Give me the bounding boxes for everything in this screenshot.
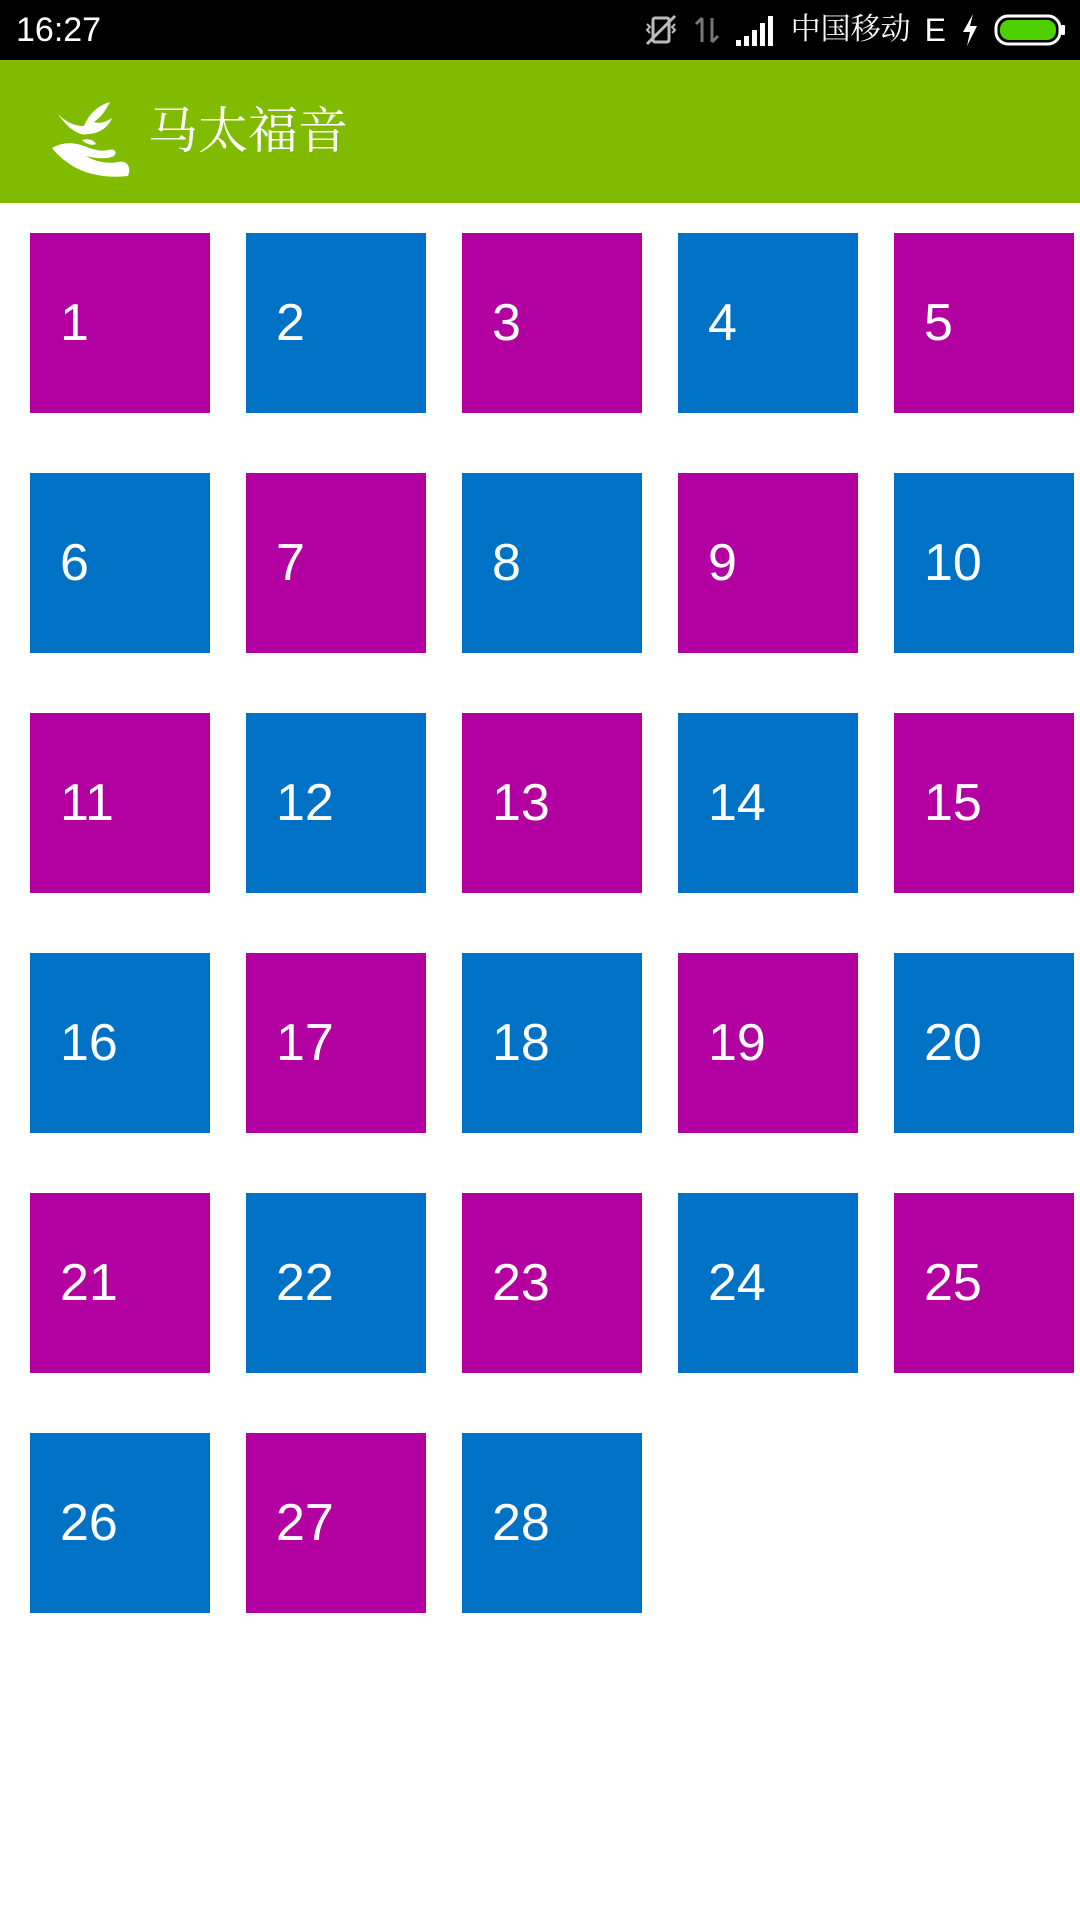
chapter-number: 3 <box>492 294 521 352</box>
chapter-tile-2[interactable] <box>246 233 426 413</box>
chapter-tile-22[interactable] <box>246 1193 426 1373</box>
chapter-number: 24 <box>708 1254 766 1312</box>
chapter-number: 11 <box>60 774 114 832</box>
chapter-tile-19[interactable] <box>678 953 858 1133</box>
chapter-number: 4 <box>708 294 737 352</box>
chapter-number: 9 <box>708 534 737 592</box>
status-bar <box>0 0 1080 60</box>
chapter-number: 27 <box>276 1494 334 1552</box>
chapter-tile-11[interactable] <box>30 713 210 893</box>
chapter-tile-23[interactable] <box>462 1193 642 1373</box>
chapter-tile-7[interactable] <box>246 473 426 653</box>
chapter-number: 22 <box>276 1254 334 1312</box>
chapter-tile-13[interactable] <box>462 713 642 893</box>
chapter-number: 14 <box>708 774 766 832</box>
chapter-number: 26 <box>60 1494 118 1552</box>
chapter-tile-27[interactable] <box>246 1433 426 1613</box>
dove-hand-icon[interactable] <box>48 92 134 178</box>
chapter-tile-6[interactable] <box>30 473 210 653</box>
data-transfer-icon <box>693 12 721 48</box>
chapter-tile-25[interactable] <box>894 1193 1074 1373</box>
status-time: 16:27 <box>16 11 102 49</box>
chapter-tile-1[interactable] <box>30 233 210 413</box>
chapter-number: 25 <box>924 1254 982 1312</box>
chapter-tile-14[interactable] <box>678 713 858 893</box>
chapter-tile-12[interactable] <box>246 713 426 893</box>
chapter-number: 23 <box>492 1254 550 1312</box>
signal-icon <box>735 14 777 46</box>
chapter-number: 6 <box>60 534 89 592</box>
chapter-number: 12 <box>276 774 334 832</box>
chapter-tile-16[interactable] <box>30 953 210 1133</box>
chapter-tile-20[interactable] <box>894 953 1074 1133</box>
chapter-tile-4[interactable] <box>678 233 858 413</box>
chapter-number: 17 <box>276 1014 334 1072</box>
chapter-tile-3[interactable] <box>462 233 642 413</box>
chapter-number: 5 <box>924 294 953 352</box>
chapter-number: 28 <box>492 1494 550 1552</box>
app-bar <box>0 60 1080 203</box>
chapter-tile-24[interactable] <box>678 1193 858 1373</box>
chapter-number: 18 <box>492 1014 550 1072</box>
chapter-number: 21 <box>60 1254 118 1312</box>
chapter-number: 15 <box>924 774 982 832</box>
chapter-number: 1 <box>60 294 89 352</box>
chapter-tile-18[interactable] <box>462 953 642 1133</box>
chapter-number: 13 <box>492 774 550 832</box>
vibrate-off-icon <box>643 12 679 48</box>
chapter-tile-17[interactable] <box>246 953 426 1133</box>
chapter-number: 10 <box>924 534 982 592</box>
chapter-number: 2 <box>276 294 305 352</box>
chapter-number: 19 <box>708 1014 766 1072</box>
chapter-tile-8[interactable] <box>462 473 642 653</box>
chapter-number: 8 <box>492 534 521 592</box>
status-icons <box>643 0 1066 60</box>
chapter-tile-5[interactable] <box>894 233 1074 413</box>
chapter-number: 16 <box>60 1014 118 1072</box>
chapter-tile-9[interactable] <box>678 473 858 653</box>
chapter-number: 7 <box>276 534 305 592</box>
chapter-tile-26[interactable] <box>30 1433 210 1613</box>
chapter-number: 20 <box>924 1014 982 1072</box>
chapter-tile-15[interactable] <box>894 713 1074 893</box>
carrier-name: 中国移动 <box>790 12 911 47</box>
chapter-tile-28[interactable] <box>462 1433 642 1613</box>
app-title: 马太福音 <box>148 102 348 160</box>
battery-icon <box>994 13 1066 47</box>
network-type: E <box>924 12 946 48</box>
chapter-tile-21[interactable] <box>30 1193 210 1373</box>
chapter-tile-10[interactable] <box>894 473 1074 653</box>
charging-icon <box>960 13 980 47</box>
